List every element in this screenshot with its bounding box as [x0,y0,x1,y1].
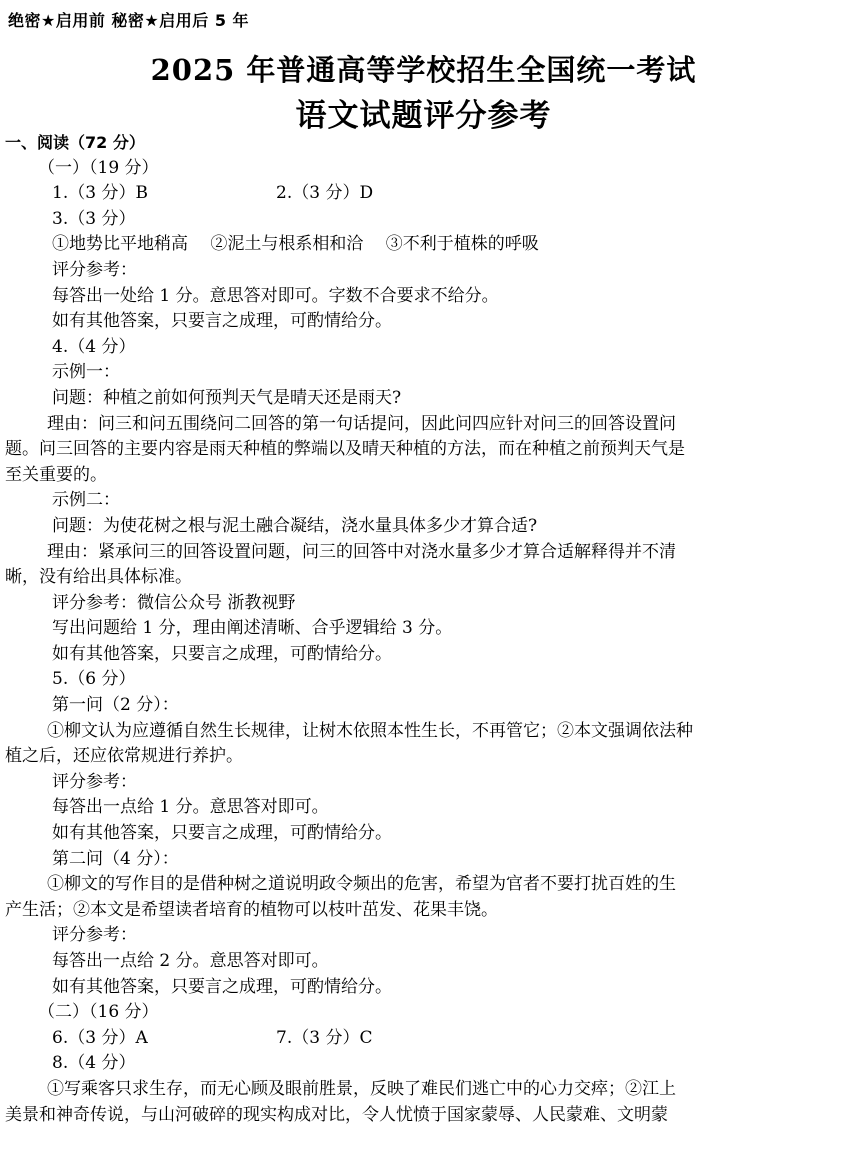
subsection-heading: （一）（19 分） [38,157,159,178]
answer-q7: 7.（3 分）C [276,1027,373,1048]
answer-q1: 1.（3 分）B [52,183,148,204]
scoring-rule: 每答出一点给 2 分。意思答对即可。 [52,951,329,971]
question-number: 5.（6 分） [52,669,136,690]
paragraph-line: 至关重要的。 [5,464,107,485]
sub-question-label: 第一问（2 分）： [52,695,179,716]
scoring-reference-label: 评分参考： [52,259,137,280]
example-label: 示例一： [52,362,120,383]
example-reason [0,540,847,566]
scoring-rule: 每答出一处给 1 分。意思答对即可。字数不合要求不给分。 [52,285,499,306]
paragraph-line: ①柳文认为应遵循自然生长规律，让树木依照本性生长，不再管它；②本文强调依法种 [47,720,693,741]
answer-row [0,1026,847,1052]
section-heading: 一、阅读（72 分） [5,133,145,152]
answer-paragraph [0,872,847,898]
scoring-reference-label: 评分参考： [52,925,137,946]
question-number: 3.（3 分） [52,208,136,229]
paragraph-line: ①写乘客只求生存，而无心顾及眼前胜景，反映了难民们逃亡中的心力交瘁；②江上 [47,1078,676,1099]
confidentiality-tag: 绝密★启用前 秘密★启用后 5 年 [8,11,250,30]
document-subtitle: 语文试题评分参考 [295,98,552,134]
example-question: 问题：为使花树之根与泥土融合凝结，浇水量具体多少才算合适? [52,515,538,536]
answer-text: ①地势比平地稍高 ②泥土与根系相和洽 ③不利于植株的呼吸 [52,234,539,255]
question-number: 4.（4 分） [52,336,136,357]
example-question: 问题：种植之前如何预判天气是晴天还是雨天? [52,387,402,408]
scoring-rule: 如有其他答案，只要言之成理，可酌情给分。 [52,311,392,332]
paragraph-line: 理由：紧承问三的回答设置问题，问三的回答中对浇水量多少才算合适解释得并不清 [47,541,676,562]
paragraph-line: 理由：问三和问五围绕问二回答的第一句话提问，因此问四应针对问三的回答设置问 [47,413,676,434]
question-number: 8.（4 分） [52,1053,136,1074]
answer-paragraph [0,1077,847,1103]
paragraph-line: 产生活；②本文是希望读者培育的植物可以枝叶茁发、花果丰饶。 [5,899,498,920]
example-reason [0,412,847,438]
paragraph-line: 晰，没有给出具体标准。 [5,567,192,588]
paragraph-line: 植之后，还应依常规进行养护。 [5,746,243,767]
answer-paragraph [0,719,847,745]
example-label: 示例二： [52,490,120,511]
answer-q6: 6.（3 分）A [52,1027,148,1048]
answer-row [0,181,847,207]
paragraph-line: ①柳文的写作目的是借种树之道说明政令频出的危害，希望为官者不要打扰百姓的生 [47,874,676,895]
scoring-reference-label: 评分参考：微信公众号 浙教视野 [52,592,296,613]
paragraph-line: 美景和神奇传说，与山河破碎的现实构成对比，令人忧愤于国家蒙辱、人民蒙难、文明蒙 [5,1104,668,1125]
scoring-reference-label: 评分参考： [52,771,137,792]
scoring-rule: 如有其他答案，只要言之成理，可酌情给分。 [52,643,392,664]
document-title: 2025 年普通高等学校招生全国统一考试 [150,53,697,87]
scoring-rule: 写出问题给 1 分，理由阐述清晰、合乎逻辑给 3 分。 [52,618,453,639]
answer-q2: 2.（3 分）D [276,183,374,204]
answer-body [0,130,847,1128]
scoring-rule: 如有其他答案，只要言之成理，可酌情给分。 [52,823,392,844]
scoring-rule: 每答出一点给 1 分。意思答对即可。 [52,797,329,818]
subsection-heading: （二）（16 分） [38,1002,159,1023]
paragraph-line: 题。问三回答的主要内容是雨天种植的弊端以及晴天种植的方法，而在种植之前预判天气是 [5,439,685,460]
sub-question-label: 第二问（4 分）： [52,848,179,869]
scoring-rule: 如有其他答案，只要言之成理，可酌情给分。 [52,976,392,997]
